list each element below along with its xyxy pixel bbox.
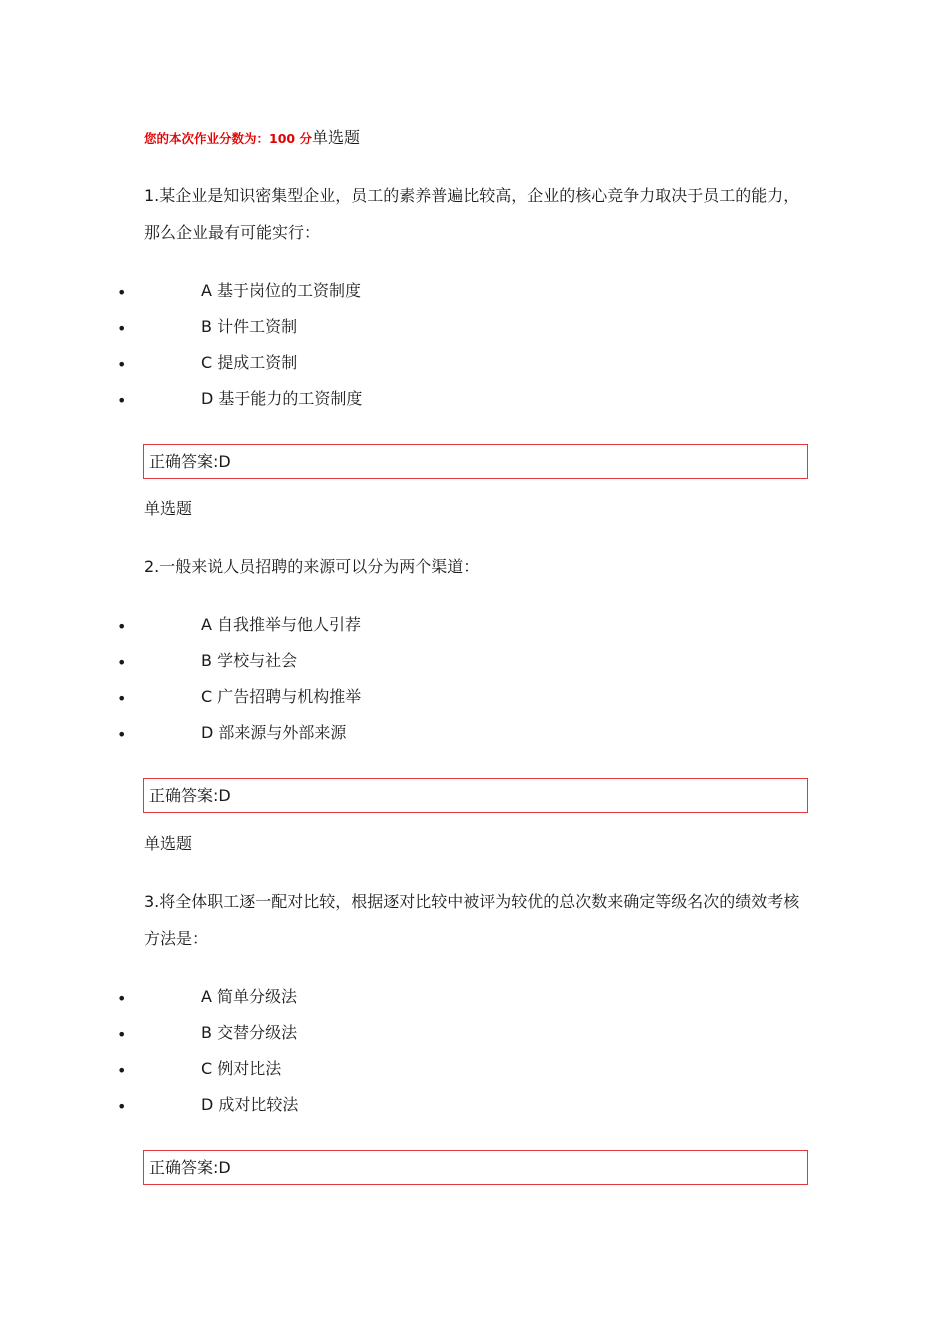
bullet-icon: • xyxy=(117,689,127,708)
answer-box: 正确答案:D xyxy=(143,778,808,813)
bullet-icon: • xyxy=(117,989,127,1008)
option-label: C 例对比法 xyxy=(201,1059,282,1078)
option-label: D 部来源与外部来源 xyxy=(201,723,347,742)
score-line xyxy=(144,127,360,150)
option-item[interactable] xyxy=(0,986,600,1008)
question-type-label: 单选题 xyxy=(144,499,193,518)
question-text: 3.将全体职工逐一配对比较，根据逐对比较中被评为较优的总次数来确定等级名次的绩效考核方法是： xyxy=(144,892,800,948)
bullet-icon: • xyxy=(117,1097,127,1116)
option-label: A 基于岗位的工资制度 xyxy=(201,281,362,300)
option-item[interactable] xyxy=(0,316,600,338)
question-text: 2.一般来说人员招聘的来源可以分为两个渠道： xyxy=(144,557,480,576)
answer-box: 正确答案:D xyxy=(143,1150,808,1185)
option-label: B 学校与社会 xyxy=(201,651,298,670)
option-item[interactable] xyxy=(0,1058,600,1080)
bullet-icon: • xyxy=(117,391,127,410)
option-item[interactable] xyxy=(0,388,600,410)
option-label: B 交替分级法 xyxy=(201,1023,298,1042)
option-item[interactable] xyxy=(0,722,600,744)
option-label: D 成对比较法 xyxy=(201,1095,299,1114)
option-label: C 广告招聘与机构推举 xyxy=(201,687,362,706)
bullet-icon: • xyxy=(117,617,127,636)
option-item[interactable] xyxy=(0,1022,600,1044)
option-item[interactable] xyxy=(0,614,600,636)
option-label: B 计件工资制 xyxy=(201,317,298,336)
option-label: D 基于能力的工资制度 xyxy=(201,389,363,408)
option-label: A 简单分级法 xyxy=(201,987,298,1006)
option-item[interactable] xyxy=(0,1094,600,1116)
bullet-icon: • xyxy=(117,283,127,302)
option-item[interactable] xyxy=(0,650,600,672)
bullet-icon: • xyxy=(117,725,127,744)
bullet-icon: • xyxy=(117,319,127,338)
bullet-icon: • xyxy=(117,1061,127,1080)
question-text: 1.某企业是知识密集型企业，员工的素养普遍比较高，企业的核心竞争力取决于员工的能力，那么企业最有可能实行： xyxy=(144,186,800,242)
answer-box: 正确答案:D xyxy=(143,444,808,479)
score-text: 您的本次作业分数为：100 分 xyxy=(144,131,312,146)
bullet-icon: • xyxy=(117,1025,127,1044)
option-label: C 提成工资制 xyxy=(201,353,298,372)
bullet-icon: • xyxy=(117,355,127,374)
option-item[interactable] xyxy=(0,352,600,374)
question-type-label: 单选题 xyxy=(144,834,193,853)
option-label: A 自我推举与他人引荐 xyxy=(201,615,362,634)
option-item[interactable] xyxy=(0,280,600,302)
option-item[interactable] xyxy=(0,686,600,708)
question-type-label: 单选题 xyxy=(311,128,360,147)
bullet-icon: • xyxy=(117,653,127,672)
